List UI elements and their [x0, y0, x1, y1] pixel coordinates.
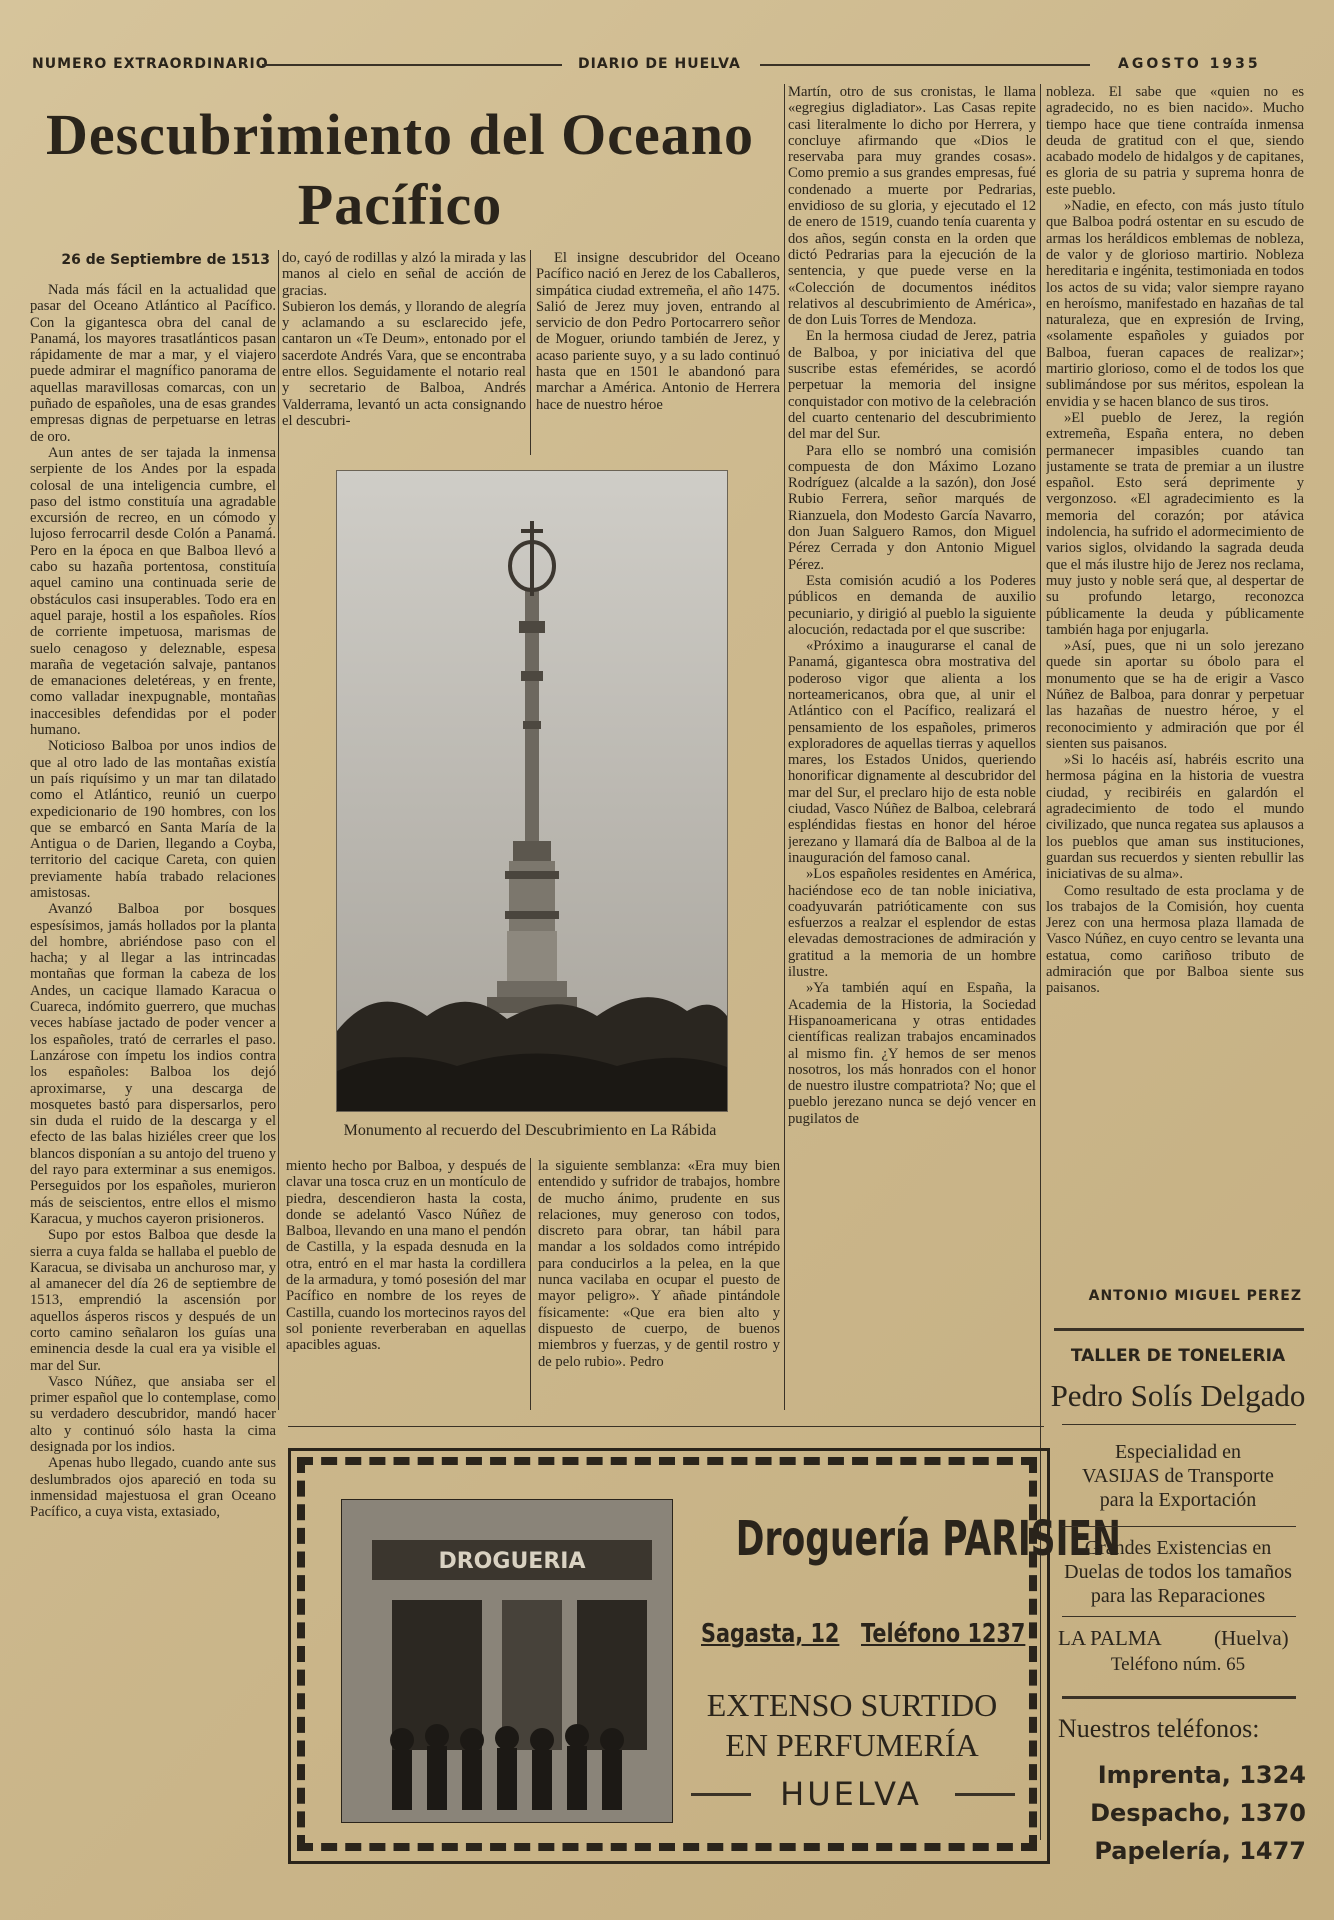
article-column-5	[1046, 84, 1304, 1282]
phone-line: Despacho, 1370	[1090, 1799, 1306, 1827]
paragraph: Vasco Núñez, que ansiaba ser el primer español que lo contemplase, como su verdadero descubridor, mandó hacer alto y continuó sólo hasta la cima designada por los indios.	[30, 1373, 276, 1456]
ad-toneleria-stock	[1050, 1536, 1306, 1608]
paragraph: Para ello se nombró una comisión compuesta de don Máximo Lozano Rodríguez (alcalde a la sazón), don José Rubio Ferrera, señor marqués de Rianzuela, don Modesto García Navarro, don Juan Salguero Ramos, don Miguel Pérez Cerrada y don Antonio Miguel Pérez.	[788, 442, 1036, 573]
paragraph: Esta comisión acudió a los Poderes públicos en demanda de auxilio pecuniario, y dirigió al pueblo la siguiente alocución, redactada por el que suscribe:	[788, 572, 1036, 638]
ad-rule	[1062, 1424, 1296, 1425]
ad-drogueria-line2: EN PERFUMERÍA	[725, 1727, 979, 1763]
shop-illustration	[342, 1500, 672, 1822]
phone-line: Papelería, 1477	[1094, 1837, 1306, 1865]
article-signature: ANTONIO MIGUEL PEREZ	[1088, 1288, 1302, 1304]
monument-illustration	[337, 471, 727, 1111]
paragraph: Apenas hubo llegado, cuando ante sus deslumbrados ojos apareció en toda su inmensidad majestuosa el gran Oceano Pacífico, a cuya vista, extasiado,	[30, 1455, 276, 1521]
ad-line: para las Reparaciones	[1090, 1585, 1266, 1607]
ad-rule	[691, 1793, 751, 1796]
ad-line: para la Exportación	[1099, 1489, 1257, 1511]
ad-toneleria-town: LA PALMA	[1058, 1626, 1162, 1650]
paragraph: »Si lo hacéis así, habréis escrito una hermosa página en la historia de vuestra ciudad, y recibiréis en galardón el agradecimiento de todo el mundo civilizado, que nunca regatea sus aplausos a los pueblos que aman sus instituciones, guardan sus recuerdos y sienten rebullir las iniciativas de su alma».	[1046, 752, 1304, 883]
article-column-3-bottom	[538, 1158, 780, 1410]
paragraph: Martín, otro de sus cronistas, le llama «egregius digladiator». Las Casas repite casi literalmente lo dicho por Herrera, y concluye afirmando que «Dios le reservaba para muy grandes cosas». Como premio a sus grandes empresas, fué condenado a muerte por Pedrarias, envidioso de su gloria, y ejecutado el 12 de enero de 1519, cuando tenía cuarenta y dos años, según consta en la orden que dictó Pedrarias para la ejecución de la sentencia, y que puede verse en la «Colección de documentos inéditos relativos al descubrimiento de América», de don Luis Torres de Mendoza.	[788, 84, 1036, 329]
article-dateline: 26 de Septiembre de 1513	[61, 252, 270, 268]
header-rule-right	[760, 64, 1090, 66]
paragraph: »Así, pues, que ni un solo jerezano quede sin aportar su óbolo para el monumento que se ha de erigir a Vasco Núñez de Balboa, para donrar y perpetuar las hazañas de nuestro héroe, y el reconocimiento y admiración que por él sienten sus paisanos.	[1046, 638, 1304, 752]
paragraph: la siguiente semblanza: «Era muy bien entendido y sufridor de trabajos, hombre de mucho ánimo, prudente en sus relaciones, muy generoso con todos, discreto para obrar, tan hábil para mandar a los soldados como intrépido para conducirlos a la pelea, en la que nunca vacilaba en ocupar el puesto de mayor peligro». Y añade pintándole físicamente: «Que era bien alto y dispuesto de cuerpo, de buenos miembros y fuerzas, y de gentil rostro y de pelo rubio». Pedro	[538, 1158, 780, 1370]
phone-line: Imprenta, 1324	[1097, 1761, 1306, 1789]
paragraph: Noticioso Balboa por unos indios de que al otro lado de las montañas existía un país riquísimo y un mar tan dilatado como el Atlántico, reunió un cuerpo expedicionario de 190 hombres, con los que se embarcó en Santa María de la Antigua o de Darien, llegando a Coyba, territorio del cacique Careta, con quien previamente había trabado relaciones amistosas.	[30, 738, 276, 901]
ad-drogueria-phone: Teléfono 1237	[861, 1619, 1026, 1649]
paragraph: nobleza. El sabe que «quien no es agradecido, no es bien nacido». Mucho tiempo hace que tiene contraída inmensa deuda de gratitud con el que, siendo acabado modelo de hidalgos y de capitanes, es gloria de su patria y suprema honra de este pueblo.	[1046, 84, 1304, 198]
ad-rule	[1062, 1526, 1296, 1527]
monument-photo	[336, 470, 728, 1112]
header-rule-left	[262, 64, 562, 66]
header-date: AGOSTO 1935	[1118, 56, 1261, 72]
article-column-2-bottom	[286, 1158, 526, 1410]
header-newspaper-name: DIARIO DE HUELVA	[578, 56, 741, 72]
ad-toneleria-phone: Teléfono núm. 65	[1110, 1654, 1246, 1675]
ad-rule	[955, 1793, 1015, 1796]
ad-rule	[1062, 1616, 1296, 1617]
article-column-4	[788, 84, 1036, 1410]
ad-rule	[1054, 1328, 1304, 1331]
paragraph: »Nadie, en efecto, con más justo título que Balboa podrá ostentar en su escudo de armas los heráldicos emblemas de nobleza, de valor y de glorioso martirio. Nobleza hereditaria e ingénita, testimoniada en todos los actos de su vida; valor siempre rayano en heroísmo, manifestado en hazañas de tal naturaleza, que en expresión de Irving, «solamente españoles y guiados por Balboa, fueran capaces de realizar»; martirio glorioso, como el de todos los que sublimándose por sus méritos, espolean la envidia y se hacen blanco de sus tiros.	[1046, 198, 1304, 410]
shop-photo	[341, 1499, 673, 1823]
ad-drogueria-line1: EXTENSO SURTIDO	[706, 1687, 998, 1723]
phones-heading: Nuestros teléfonos:	[1058, 1714, 1260, 1743]
column-rule	[784, 84, 785, 1410]
phones-list	[1050, 1756, 1306, 1870]
paragraph: »Ya también aquí en España, la Academia de la Historia, la Sociedad Hispanoamericana y otras entidades científicas realizan trabajos encaminados al mismo fin. ¿Y hemos de ser menos nosotros, los más honrados con el honor de nuestro ilustre compatriota? No; que el pueblo jerezano nunca se dejó vencer en pugilatos de	[788, 980, 1036, 1127]
ad-toneleria-specialty	[1050, 1440, 1306, 1512]
ad-toneleria-name: Pedro Solís Delgado	[1050, 1378, 1306, 1413]
header-edition: NUMERO EXTRAORDINARIO	[32, 56, 269, 72]
ad-drogueria-city: HUELVA	[780, 1775, 922, 1813]
paragraph: Supo por estos Balboa que desde la sierra a cuya falda se hallaba el pueblo de Karacua, se divisaba un anchuroso mar, y al amanecer del día 26 de septiembre de 1513, emprendió la ascensión por aquellos ásperos riscos y después de un corto camino señalaron los guías una eminencia desde la cual era ya visible el mar del Sur.	[30, 1227, 276, 1374]
ad-drogueria-address: Sagasta, 12	[701, 1619, 840, 1649]
column-rule	[278, 250, 279, 1410]
article-column-2-top: do, cayó de rodillas y alzó la mirada y las manos al cielo en señal de acción de gracias. Subieron los demás, y llorando de alegría y aclamando a su esclarecido jefe, cantaron un «Te Deum», entonado por el sacerdote Andrés Vara, que se encontraba entre ellos. Seguidamente el notario real y secretario de Balboa, Andrés Valderrama, levantó un acta consignando el descubri-	[282, 250, 526, 429]
paragraph: Aun antes de ser tajada la inmensa serpiente de los Andes por la espada colosal de una inteligencia cumbre, el paso del istmo constituía una agradable excursión de recreo, en un cómodo y lujoso ferrocarril desde Colón a Panamá. Pero en la época en que Balboa llevó a cabo su hazaña portentosa, constituía aquel camino una continuada serie de obstáculos casi insuperables. Todo era en aquel paraje, hostil a los españoles. Ríos de corriente impetuosa, marismas de suelo cenagoso y deleznable, espesa maraña de vegetación salvaje, pantanos de emanaciones deletéreas, y en frente, como valladar inexpugnable, montañas inaccesibles defendidas por el poder humano.	[30, 444, 276, 739]
article-title: Descubrimiento del Oceano Pacífico	[45, 102, 755, 237]
ad-rule	[1062, 1696, 1296, 1699]
article-column-3-top	[536, 250, 780, 460]
column-rule	[530, 250, 531, 455]
paragraph: Nada más fácil en la actualidad que pasar del Oceano Atlántico al Pacífico. Con la gigantesca obra del canal de Panamá, los mayores trasatlánticos pasan rápidamente de mar a mar, y el viajero puede admirar el magnífico panorama de aquellas maravillosas comarcas, con un puñado de españoles, una de esas grandes empresas dignas de perpetuarse en letras de oro.	[30, 282, 276, 445]
shop-sign: DROGUERIA	[438, 1549, 586, 1574]
paragraph: »El pueblo de Jerez, la región extremeña, España entera, no deben permanecer impasibles cuando tan justamente se trata de premiar a un ilustre español. Esto será deprimente y vergonzoso. «El agradecimiento es la memoria del corazón; por atávica indolencia, ha sufrido el adormecimiento de varios siglos, olvidando la sagrada deuda que el más ilustre hijo de Jerez nos reclama, muy justo y noble será que, al despertar de su profundo letargo, reconozca públicamente la deuda y públicamente también haga por enjugarla.	[1046, 409, 1304, 638]
column-rule	[530, 1158, 531, 1410]
ad-line: Grandes Existencias en	[1084, 1537, 1272, 1559]
ad-toneleria-province: (Huelva)	[1214, 1626, 1289, 1650]
ad-rule	[288, 1426, 1044, 1427]
paragraph: Avanzó Balboa por bosques espesísimos, jamás hollados por la planta del hombre, abriéndose paso con el hacha; y al llegar a las intrincadas montañas que forman la cabeza de los Andes, un cacique llamado Karacua o Cuareca, indómito guerrero, que muchas veces habíase jactado de poder vencer a los españoles, trató de cerrarles el paso. Lanzárose con ímpetu los indios contra los españoles: Balboa los dejó aproximarse, y una descarga de mosquetes bastó para dispersarlos, pero sin duda el ruido de la descarga y el efecto de las balas hiziéles creer que los blancos disponían a su antojo del trueno y del rayo para exterminar a sus enemigos. Perseguidos por los españoles, murieron más de seiscientos, entre ellos el mismo Karacua, y muchos cayeron prisioneros.	[30, 901, 276, 1227]
ad-line: Duelas de todos los tamaños	[1064, 1561, 1292, 1583]
article-column-1	[30, 282, 276, 1862]
ad-drogueria-name: Droguería PARISIEN	[735, 1511, 1121, 1567]
photo-caption: Monumento al recuerdo del Descubrimiento en La Rábida	[343, 1122, 717, 1139]
paragraph: «Próximo a inaugurarse el canal de Panamá, gigantesca obra mostrativa del poderoso vigor que alienta a los norteamericanos, obra que, al unir el Atlántico con el Pacífico, realizará el pensamiento de los españoles, primeros exploradores de aquellas tierras y aquellos mares, los Estados Unidos, queriendo honorificar dignamente al descubridor del mar del Sur, el preclaro hijo de esta noble ciudad, Vasco Núñez de Balboa, celebrará espléndidas fiestas en honor del héroe jerezano y llamará día de Balboa al de la inauguración del famoso canal.	[788, 638, 1036, 866]
ad-line: VASIJAS de Transporte	[1082, 1465, 1274, 1487]
ad-toneleria-heading: TALLER DE TONELERIA	[1070, 1346, 1286, 1366]
paragraph: En la hermosa ciudad de Jerez, patria de Balboa, y por iniciativa del que suscribe estas efemérides, se acordó perpetuar la memoria del insigne conquistador con motivo de la celebración del cuarto centenario del descubrimiento del mar del Sur.	[788, 328, 1036, 443]
paragraph: Como resultado de esta proclama y de los trabajos de la Comisión, hoy cuenta Jerez con una hermosa plaza llamada de Vasco Núñez, en cuyo centro se levanta una estatua, como cariñoso tributo de admiración que por Balboa siente sus paisanos.	[1046, 882, 1304, 997]
paragraph: El insigne descubridor del Oceano Pacífico nació en Jerez de los Caballeros, simpática ciudad extremeña, el año 1475. Salió de Jerez muy joven, entrando al servicio de don Pedro Portocarrero señor de Moguer, oriundo también de Jerez, y acaso pariente suyo, y a su lado continuó hasta que en 1501 le abandonó para marchar a América. Antonio de Herrera hace de nuestro héroe	[536, 250, 780, 413]
ad-line: Especialidad en	[1114, 1441, 1242, 1463]
paragraph: miento hecho por Balboa, y después de clavar una tosca cruz en un montículo de piedra, descendieron hasta la costa, donde se adelantó Vasco Núñez de Balboa, llevando en una mano el pendón de Castilla, y la espada desnuda en la otra, entró en el mar hasta la cordillera de la armadura, y tomó posesión del mar Pacífico en nombre de los reyes de Castilla, cuando los mortecinos rayos del sol poniente reverberaban en aquellas apacibles aguas.	[286, 1158, 526, 1354]
paragraph: »Los españoles residentes en América, haciéndose eco de tan noble iniciativa, coadyuvarán patrióticamente con sus esfuerzos a realzar el esplendor de estas elevadas demostraciones de admiración y gratitud a la memoria de un hombre ilustre.	[788, 866, 1036, 981]
